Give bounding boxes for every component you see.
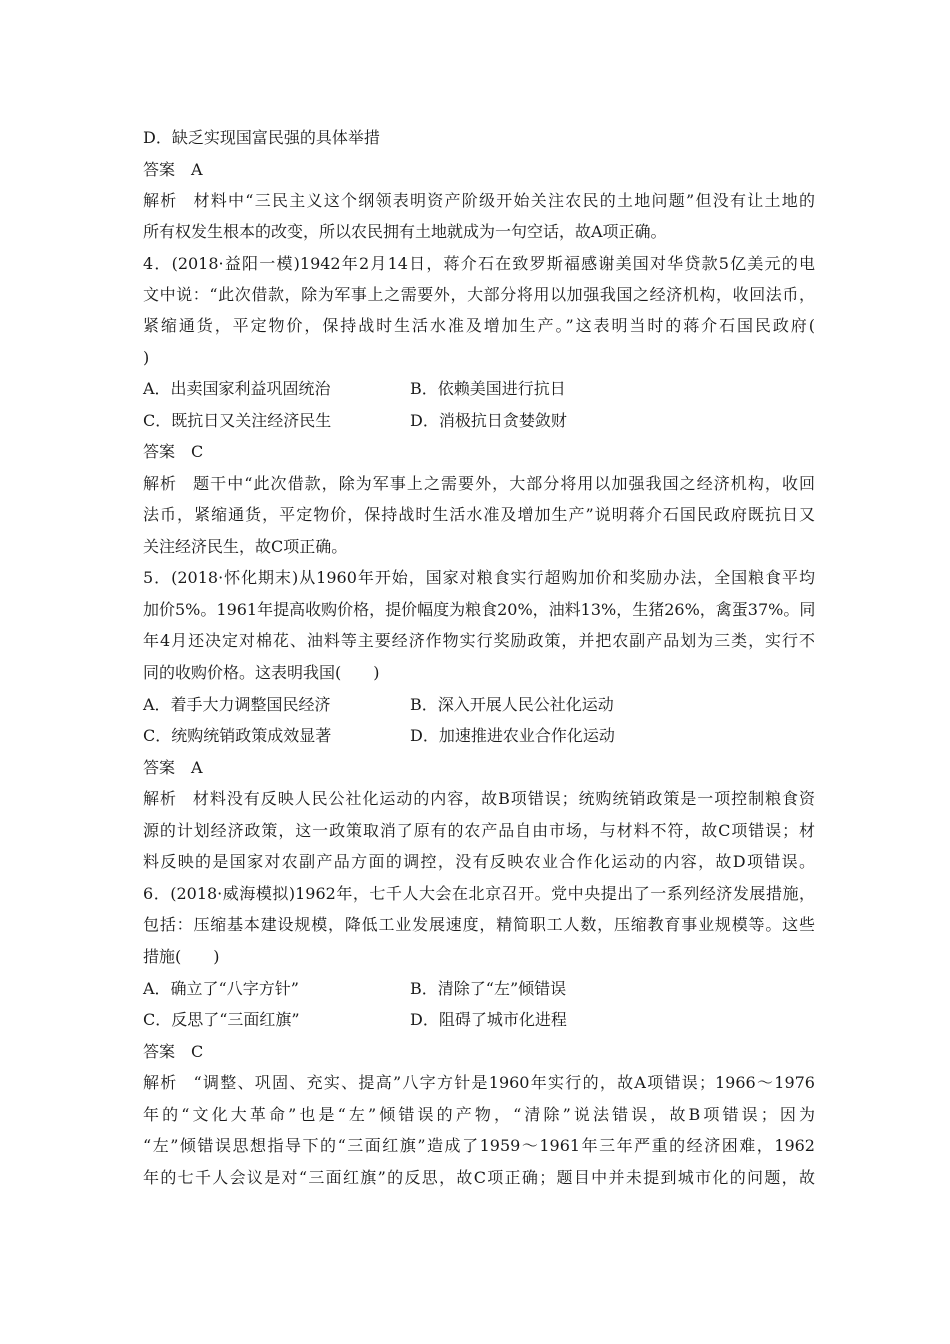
answer-line (143, 1036, 815, 1067)
answer-value: C (191, 1042, 204, 1061)
option-c: C．反思了“三面红旗” (143, 1010, 300, 1029)
answer-line (143, 752, 815, 783)
option-c: C．统购统销政策成效显著 (143, 726, 332, 745)
option-c: C．既抗日又关注经济民生 (143, 411, 332, 430)
answer-label: 答案 (143, 160, 176, 179)
question-4-stem: ) (143, 348, 150, 367)
analysis-label: 解析 (143, 191, 178, 210)
answer-line (143, 436, 815, 467)
question-6-stem: 包括：压缩基本建设规模，降低工业发展速度，精简职工人数，压缩教育事业规模等。这些 (143, 915, 815, 934)
analysis-text: “调整、巩固、充实、提高”八字方针是1960年实行的，故A项错误；1966～1976 (193, 1073, 815, 1092)
question-5-stem: 5．(2018·怀化期末)从1960年开始，国家对粮食实行超购加价和奖励办法，全国粮食平均 (143, 568, 815, 587)
analysis-text: 材料中“三民主义这个纲领表明资产阶级开始关注农民的土地问题”但没有让土地的 (193, 191, 815, 210)
options-row (143, 720, 815, 751)
options-row (143, 405, 815, 436)
answer-label: 答案 (143, 442, 176, 461)
option-b: B．深入开展人民公社化运动 (410, 695, 614, 714)
answer-value: A (191, 758, 203, 777)
answer-value: A (191, 160, 203, 179)
option-b: B．依赖美国进行抗日 (410, 379, 566, 398)
analysis-line: 年的“文化大革命”也是“左”倾错误的产物，“清除”说法错误，故B项错误；因为 (143, 1105, 815, 1124)
option-a: A．出卖国家利益巩固统治 (143, 379, 331, 398)
analysis-line: 所有权发生根本的改变，所以农民拥有土地就成为一句空话，故A项正确。 (143, 222, 667, 241)
analysis-line (143, 185, 815, 216)
analysis-line (143, 468, 815, 499)
question-6-stem: 措施( ) (143, 947, 220, 966)
option-a: A．着手大力调整国民经济 (143, 695, 331, 714)
option-d: D．阻碍了城市化进程 (410, 1010, 567, 1029)
question-6-stem: 6．(2018·威海模拟)1962年，七千人大会在北京召开。党中央提出了一系列经济发展措施， (143, 884, 815, 903)
answer-label: 答案 (143, 758, 176, 777)
analysis-label: 解析 (143, 1073, 178, 1092)
answer-label: 答案 (143, 1042, 176, 1061)
question-5-stem: 同的收购价格。这表明我国( ) (143, 663, 380, 682)
option-d: D．消极抗日贪婪敛财 (410, 411, 567, 430)
analysis-text: 材料没有反映人民公社化运动的内容，故B项错误；统购统销政策是一项控制粮食资 (192, 789, 815, 808)
options-row (143, 373, 815, 404)
analysis-line: 法币，紧缩通货，平定物价，保持战时生活水准及增加生产”说明蒋介石国民政府既抗日又 (143, 505, 815, 524)
analysis-line: “左”倾错误思想指导下的“三面红旗”造成了1959～1961年三年严重的经济困难，1962 (143, 1136, 815, 1155)
options-row (143, 689, 815, 720)
analysis-line (143, 783, 815, 814)
analysis-line: 源的计划经济政策，这一政策取消了原有的农产品自由市场，与材料不符，故C项错误；材 (143, 821, 815, 840)
analysis-label: 解析 (143, 789, 177, 808)
option-d: D．缺乏实现国富民强的具体举措 (143, 128, 380, 147)
analysis-line: 料反映的是国家对农副产品方面的调控，没有反映农业合作化运动的内容，故D项错误。 (143, 852, 815, 871)
option-a: A．确立了“八字方针” (143, 979, 299, 998)
analysis-label: 解析 (143, 474, 178, 493)
question-5-stem: 年4月还决定对棉花、油料等主要经济作物实行奖励政策，并把农副产品划为三类，实行不 (143, 631, 815, 650)
option-d: D．加速推进农业合作化运动 (410, 726, 615, 745)
option-b: B．清除了“左”倾错误 (410, 979, 567, 998)
question-5-stem: 加价5%。1961年提高收购价格，提价幅度为粮食20%，油料13%，生猪26%，禽蛋37%。同 (143, 600, 816, 619)
question-4-stem: 文中说：“此次借款，除为军事上之需要外，大部分将用以加强我国之经济机构，收回法币， (143, 285, 815, 304)
answer-line (143, 154, 815, 185)
analysis-line: 关注经济民生，故C项正确。 (143, 537, 348, 556)
analysis-text: 题干中“此次借款，除为军事上之需要外，大部分将用以加强我国之经济机构，收回 (193, 474, 815, 493)
question-4-stem: 紧缩通货，平定物价，保持战时生活水准及增加生产。”这表明当时的蒋介石国民政府( (143, 316, 815, 335)
options-row (143, 973, 815, 1004)
analysis-line (143, 1067, 815, 1098)
answer-value: C (191, 442, 204, 461)
analysis-line: 年的七千人会议是对“三面红旗”的反思，故C项正确；题目中并未提到城市化的问题，故 (143, 1168, 815, 1187)
question-4-stem: 4．(2018·益阳一模)1942年2月14日，蒋介石在致罗斯福感谢美国对华贷款5亿美元的电 (143, 254, 815, 273)
options-row (143, 1004, 815, 1035)
